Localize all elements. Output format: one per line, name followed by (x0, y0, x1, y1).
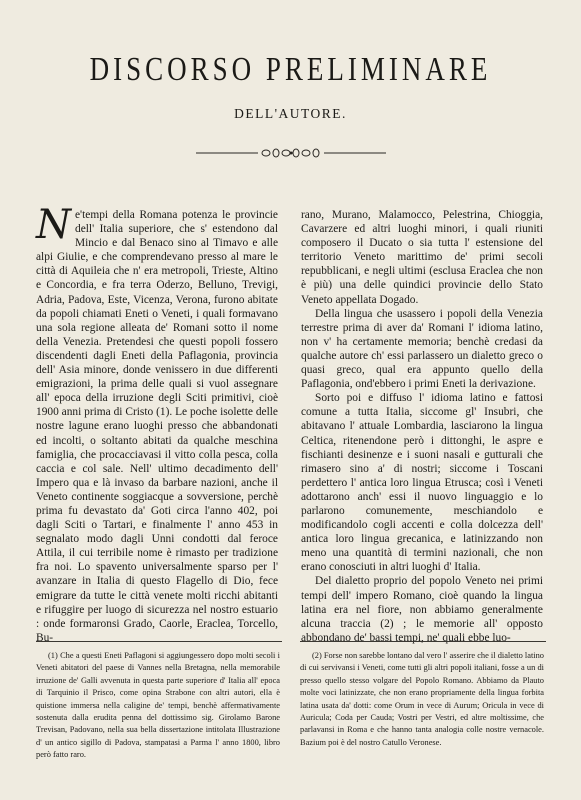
paragraph-latino: Sorto poi e diffuso l' idioma latino e fattosi comune a tutta Italia, siccome gl' Insubri, che abitavano l' attuale Lombardia, lasciarono la lingua Celtica, ritenendone però i dittonghi, le aspre e fischianti desinenze e i suoni nasali e gutturali che rimasero sino a' di nostri; siccome i Toscani perdettero l' antica loro lingua Etrusca; così i Veneti adottarono anch' essi il nuovo linguaggio e lo parlarono comunemente, meschiandolo e modificandolo cogli accenti e colla dolcezza dell' antica loro lingua grecanica, e latinizzando non meno una quantità di termini nazionali, che non erano conosciuti in altri luoghi d' Italia. (301, 392, 543, 574)
page-title: DISCORSO PRELIMINARE (89, 50, 492, 88)
footnote-2 (300, 650, 544, 749)
paragraph-text: e'tempi della Romana potenza le provincie dell' Italia superiore, che s' estendono dal Mincio e dal Benaco sino al Timavo e alle alpi Giulie, e che comprendevano presso al mare le città di Aquileia che n' era metropoli, Trieste, Altino e Concordia, e fra terra Oderzo, Belluno, Trevigi, Adria, Padova, Este, Vicenza, Verona, furono abitate da popoli chiamati Eneti o Veneti, i quali formavano una sola regione alleata de' Romani sotto il nome della Venezia. Pretendesi che questi popoli fossero discendenti dagli Eneti della Paflagonia, provincia dell' Asia minore, donde venissero in due differenti emigrazioni, la prima delle quali si vuol assegnare all' epoca della irruzione degli Sciti primitivi, cioè 1900 anni prima di Cristo (1). Le poche isolette delle nostre lagune erano luoghi presso che abbandonati ed incolti, o soltanto abitati da qualche meschina famiglia, che procacciavasi il vitto colla pesca, colla caccia e col sale. Nell' ultimo decadimento dell' Impero qua e là invaso da barbare nazioni, anche il Veneto continente soggiacque a sovversione, perchè prima fu devastato da' Goti circa l'anno 402, poi dagli Sciti o Tartari, e finalmente l' anno 453 in segnalato modo dagli Unni condotti dal feroce Attila, il cui terribile nome è rimasto per tradizione fra noi. Lo spavento universalmente sparso per l' avanzare in Italia di questo Flagello di Dio, fece emigrare da tutte le città venete molti ricchi abitanti e rifuggire per luogo di sicurezza nel nostro estuario : onde formaronsi Grado, Caorle, Eraclea, Torcello, Bu- (36, 209, 278, 644)
page-subtitle: DELL'AUTORE. (234, 106, 347, 121)
drop-cap: N (36, 202, 71, 248)
paragraph-dialetto: Del dialetto proprio del popolo Veneto nei primi tempi dell' impero Romano, cioè quando la lingua latina era nel fiore, non abbiamo generalmente alcuna traccia (2) ; le memorie all' opposto abbondano de' bassi tempi, ne' quali ebbe luo- (301, 575, 543, 644)
paragraph-lingua: Della lingua che usassero i popoli della Venezia terrestre prima di aver da' Romani l' idioma latino, non v' ha certamente memoria; benchè credasi da qualche autore ch' essi parlassero un dialetto greco o quasi greco, qual era appunto quello della Paflagonia, ond'ebbero i primi Eneti la derivazione. (301, 307, 543, 391)
paragraph-opening (36, 202, 278, 645)
footnote-text: (2) Forse non sarebbe lontano dal vero l' asserire che il dialetto latino di cui servivansi i Veneti, come tutti gli altri popoli italiani, fosse a un di presso quello stesso volgare del Popolo Romano. Abbiamo da Plauto molte voci latinizzate, che non erano propriamente della lingua forbita latina usata da' dotti: come Orum in vece di Aurum; Oricula in vece di Auricula; Coda per Cauda; Vostri per Vestri, ed altre moltissime, che parlavansi in Roma e che hanno tanta analogia colle nostre vernacole. Bazium poi è del nostro Catullo Veronese. (300, 651, 544, 747)
body-column-left (36, 202, 278, 645)
footnote-divider-right (300, 641, 546, 642)
decorative-rule-ornament-icon (196, 145, 386, 161)
footnote-text: (1) Che a questi Eneti Paflagoni si aggiungessero dopo molti secoli i Veneti abitatori del paese di Vannes nella Bretagna, nella memorabile irruzione de' Galli avvenuta in questa parte superiore d' Italia all' epoca di Tarquinio il Prisco, come opina Strabone con altri autori, ella è quistione immersa nella caligine de' tempi, benchè affermativamente sostenuta dalla erudita penna del dottissimo sig. Girolamo Barone Trevisan, Padovano, nella sua bella dissertazione intitolata Illustrazione d' un antico sigillo di Padova, stampatasi a Parma l' anno 1800, libro però fatto raro. (36, 651, 280, 760)
footnote-divider-left (36, 641, 282, 642)
footnote-1 (36, 650, 280, 762)
paragraph-continued: rano, Murano, Malamocco, Pelestrina, Chioggia, Cavarzere ed altri luoghi minori, i quali riuniti composero il Ducato o sia tutta l' estensione del territorio Veneto marittimo de' primi secoli repubblicani, e negli ultimi (esclusa Eraclea che non è più) una delle quindici provincie dello Stato Veneto appellata Dogado. (301, 209, 543, 306)
body-column-right (301, 208, 543, 645)
